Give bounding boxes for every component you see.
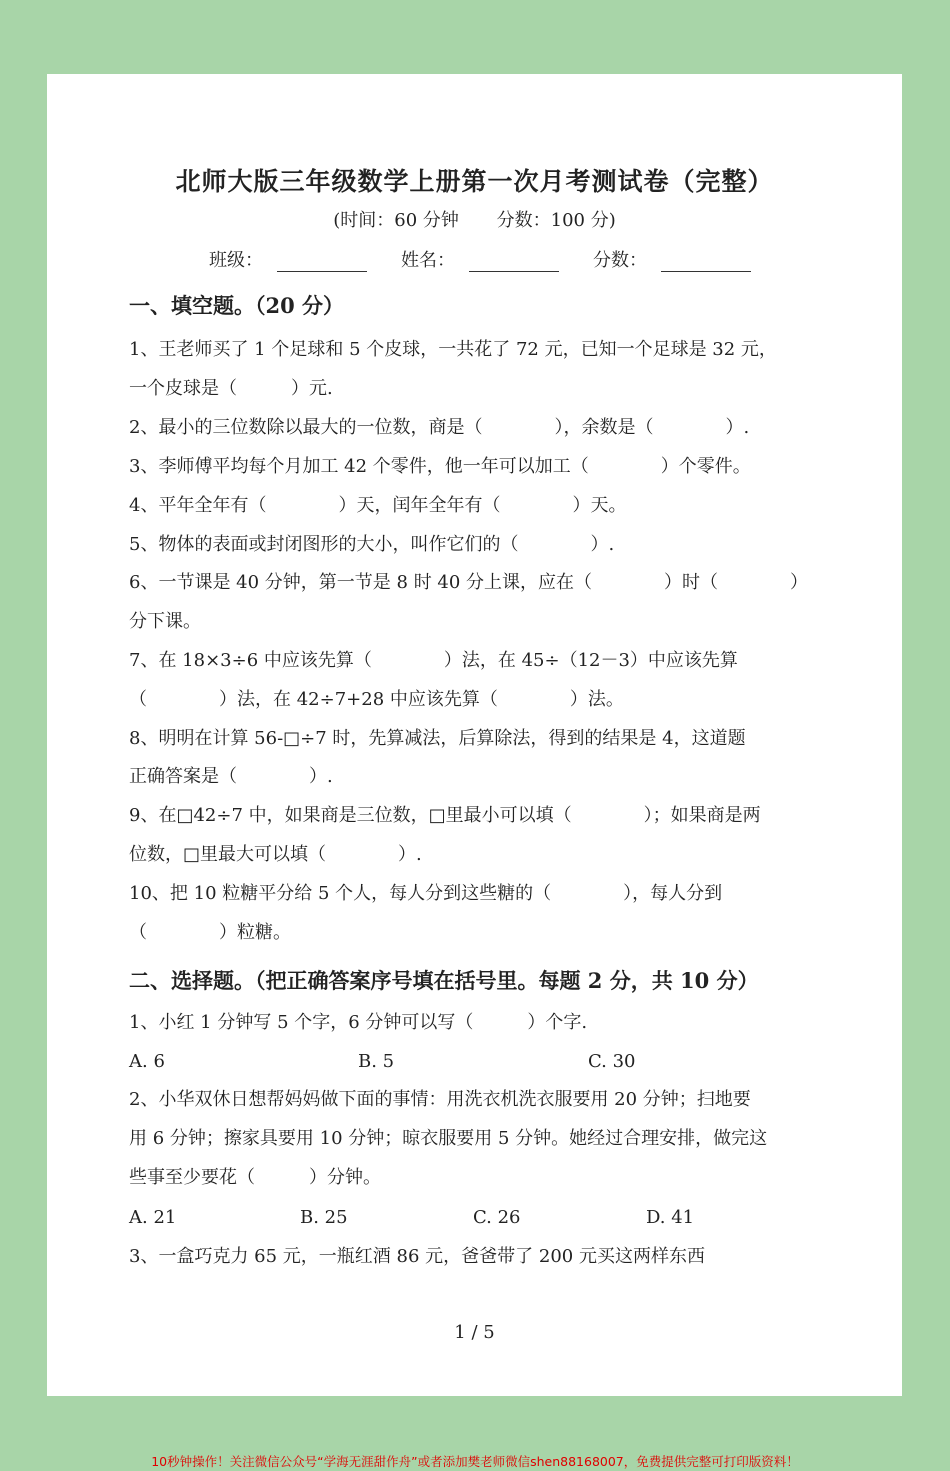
question-line: 7、在 18×3÷6 中应该先算（ ）法，在 45÷（12－3）中应该先算 bbox=[129, 650, 738, 671]
question-line: 3、一盒巧克力 65 元，一瓶红酒 86 元，爸爸带了 200 元买这两样东西 bbox=[129, 1246, 705, 1267]
options-row bbox=[129, 1206, 729, 1230]
question-line: 一个皮球是（ ）元. bbox=[129, 378, 333, 399]
question-line: 5、物体的表面或封闭图形的大小，叫作它们的（ ）. bbox=[129, 534, 615, 555]
option-d: D. 41 bbox=[646, 1207, 695, 1228]
page-title: 北师大版三年级数学上册第一次月考测试卷（完整） bbox=[175, 167, 774, 196]
question-line: 1、王老师买了 1 个足球和 5 个皮球，一共花了 72 元，已知一个足球是 32 元， bbox=[129, 339, 777, 360]
student-info-row bbox=[209, 246, 785, 272]
question-line: 6、一节课是 40 分钟，第一节是 8 时 40 分上课，应在（ ）时（ ） bbox=[129, 572, 809, 593]
question-line: 2、最小的三位数除以最大的一位数，商是（ ），余数是（ ）. bbox=[129, 417, 750, 438]
section-heading-fill-in: 一、填空题。（20 分） bbox=[129, 293, 345, 318]
question-line: 9、在□42÷7 中，如果商是三位数，□里最小可以填（ ）；如果商是两 bbox=[129, 805, 761, 826]
section-heading-choice: 二、选择题。（把正确答案序号填在括号里。每题 2 分，共 10 分） bbox=[129, 968, 759, 993]
promo-banner: 10秒钟操作！关注微信公众号“学海无涯甜作舟”或者添加樊老师微信shen88168007，免费提供完整可打印版资料！ bbox=[151, 1454, 799, 1469]
options-row bbox=[129, 1050, 636, 1074]
page-number: 1 / 5 bbox=[454, 1322, 495, 1343]
question-line: 10、把 10 粒糖平分给 5 个人，每人分到这些糖的（ ），每人分到 bbox=[129, 883, 723, 904]
exam-paper bbox=[47, 74, 902, 1396]
name-label: 姓名： bbox=[401, 250, 455, 271]
question-line: 用 6 分钟；擦家具要用 10 分钟；晾衣服要用 5 分钟。她经过合理安排，做完这 bbox=[129, 1128, 768, 1149]
question-line: 位数，□里最大可以填（ ）. bbox=[129, 844, 422, 865]
option-b: B. 5 bbox=[358, 1051, 395, 1072]
option-a: A. 6 bbox=[129, 1051, 165, 1072]
score-blank[interactable] bbox=[661, 257, 751, 272]
exam-subtitle bbox=[47, 206, 902, 232]
question-line: （ ）粒糖。 bbox=[129, 922, 291, 943]
time-info: (时间：60 分钟 bbox=[333, 210, 459, 231]
question-line: 分下课。 bbox=[129, 611, 201, 632]
option-b: B. 25 bbox=[300, 1207, 348, 1228]
question-line: 些事至少要花（ ）分钟。 bbox=[129, 1167, 381, 1188]
question-line: 3、李师傅平均每个月加工 42 个零件，他一年可以加工（ ）个零件。 bbox=[129, 456, 751, 477]
class-label: 班级： bbox=[209, 250, 263, 271]
name-blank[interactable] bbox=[469, 257, 559, 272]
question-line: 8、明明在计算 56-□÷7 时，先算减法，后算除法，得到的结果是 4，这道题 bbox=[129, 728, 746, 749]
question-line: 1、小红 1 分钟写 5 个字，6 分钟可以写（ ）个字. bbox=[129, 1012, 588, 1033]
question-line: 2、小华双休日想帮妈妈做下面的事情：用洗衣机洗衣服要用 20 分钟；扫地要 bbox=[129, 1089, 751, 1110]
score-info: 分数：100 分) bbox=[496, 210, 616, 231]
question-line: 4、平年全年有（ ）天，闰年全年有（ ）天。 bbox=[129, 495, 627, 516]
question-line: 正确答案是（ ）. bbox=[129, 766, 333, 787]
question-line: （ ）法，在 42÷7+28 中应该先算（ ）法。 bbox=[129, 689, 624, 710]
option-c: C. 26 bbox=[473, 1207, 521, 1228]
option-c: C. 30 bbox=[588, 1051, 636, 1072]
class-blank[interactable] bbox=[277, 257, 367, 272]
option-a: A. 21 bbox=[129, 1207, 177, 1228]
score-label: 分数： bbox=[593, 250, 647, 271]
